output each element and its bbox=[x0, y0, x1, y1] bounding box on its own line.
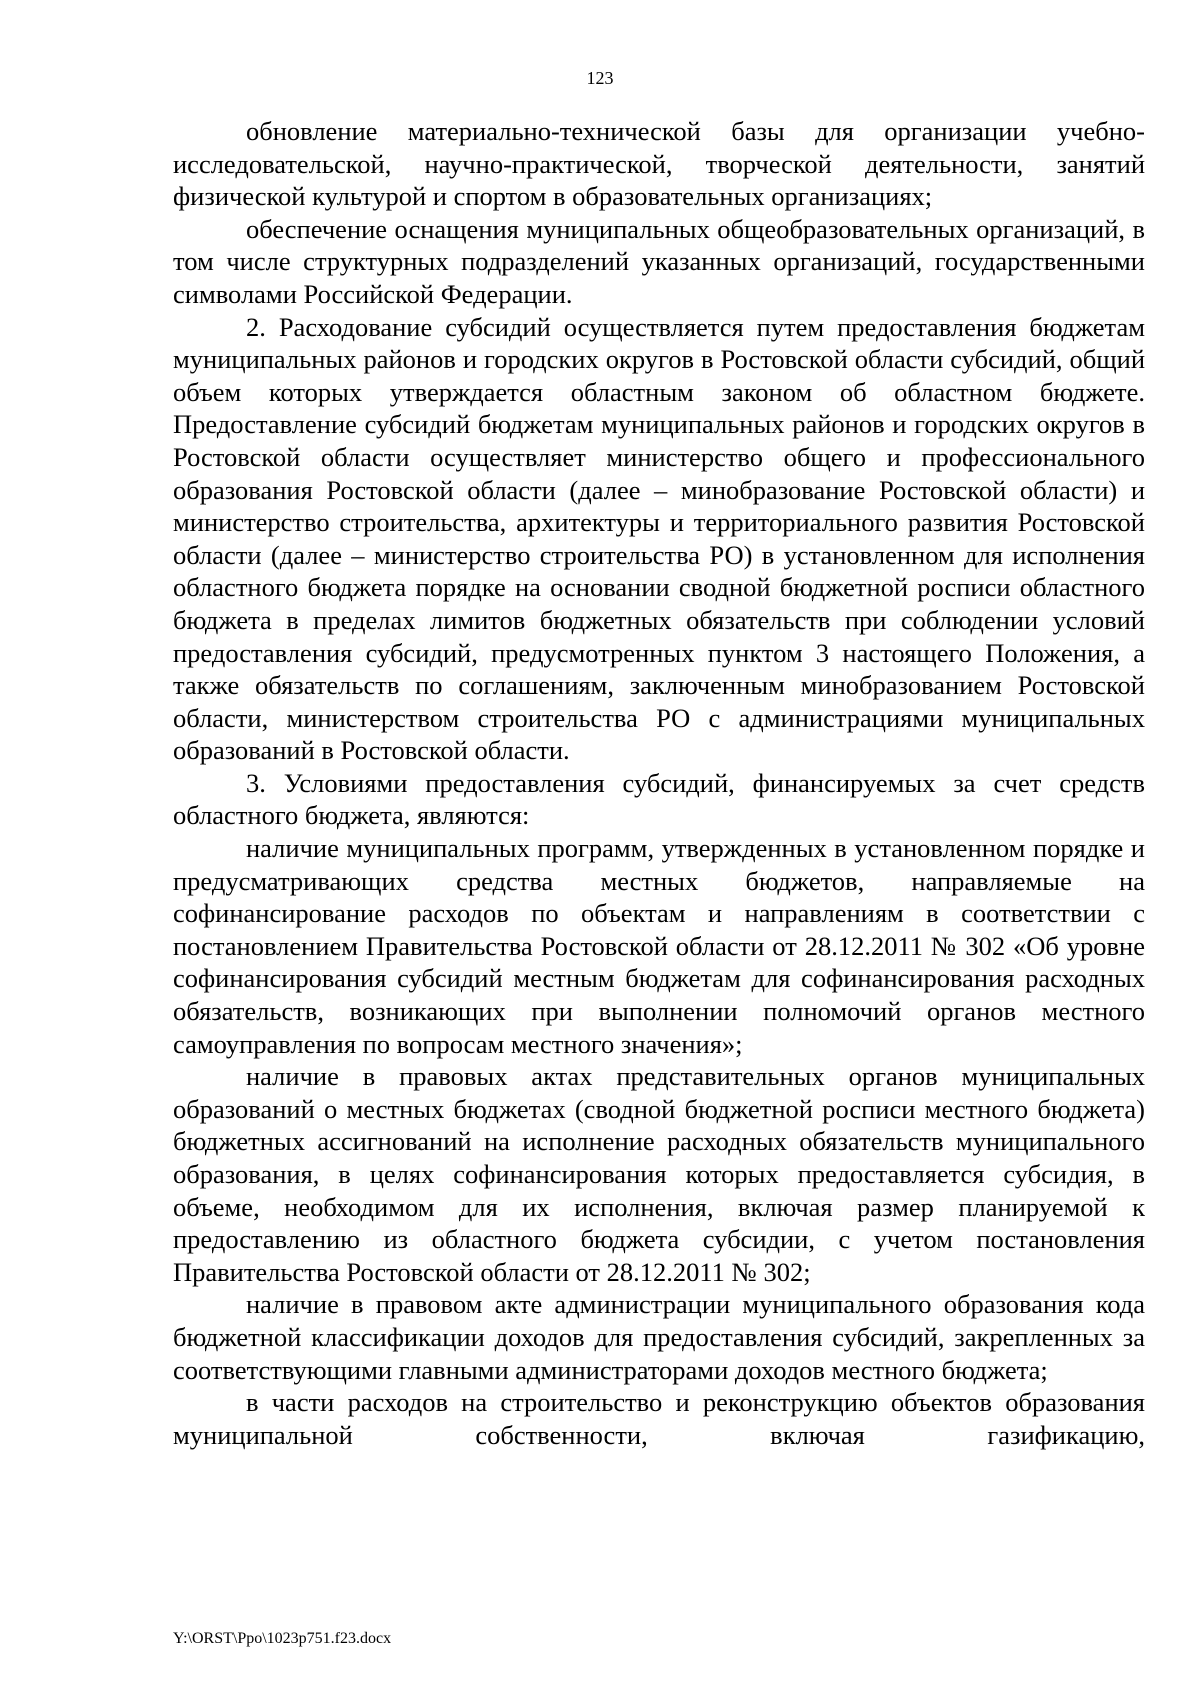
paragraph-state-symbols: обеспечение оснащения муниципальных общеобразовательных организаций, в том числе структурных подразделений указанных организаций, государственными символами Российской Федерации. bbox=[173, 213, 1145, 309]
paragraph-municipal-programs: наличие муниципальных программ, утвержденных в установленном порядке и предусматривающих средства местных бюджетов, направляемые на софинансирование расходов по объектам и направлениям в соответствии с постановлением Правительства Ростовской области от 28.12.2011 № 302 «Об уровне софинансирования субсидий местным бюджетам для софинансирования расходных обязательств, возникающих при выполнении полномочий органов местного самоуправления по вопросам местного значения»; bbox=[173, 833, 1145, 1059]
paragraph-conditions-intro: 3. Условиями предоставления субсидий, финансируемых за счет средств областного бюджета, являются: bbox=[173, 767, 1145, 831]
page-number: 123 bbox=[586, 68, 614, 88]
footer-file-path: Y:\ORST\Ppo\1023p751.f23.docx bbox=[173, 1630, 392, 1647]
document-body bbox=[173, 115, 1145, 1451]
paragraph-material-base: обновление материально-технической базы для организации учебно-исследовательской, научно-практической, творческой деятельности, занятий физической культурой и спортом в образовательных организациях; bbox=[173, 116, 1145, 212]
paragraph-subsidy-spending: 2. Расходование субсидий осуществляется путем предоставления бюджетам муниципальных районов и городских округов в Ростовской области субсидий, общий объем которых утверждается областным законом об областном бюджете. Предоставление субсидий бюджетам муниципальных районов и городских округов в Ростовской области осуществляет министерство общего и профессионального образования Ростовской области (далее – минобразование Ростовской области) и министерство строительства, архитектуры и территориального развития Ростовской области (далее – министерство строительства РО) в установленном для исполнения областного бюджета порядке на основании сводной бюджетной росписи областного бюджета в пределах лимитов бюджетных обязательств при соблюдении условий предоставления субсидий, предусмотренных пунктом 3 настоящего Положения, а также обязательств по соглашениям, заключенным минобразованием Ростовской области, министерством строительства РО с администрациями муниципальных образований в Ростовской области. bbox=[173, 311, 1145, 766]
paragraph-budget-allocations: наличие в правовых актах представительных органов муниципальных образований о местных бюджетах (сводной бюджетной росписи местного бюджета) бюджетных ассигнований на исполнение расходных обязательств муниципального образования, в целях софинансирования которых предоставляется субсидия, в объеме, необходимом для их исполнения, включая размер планируемой к предоставлению из областного бюджета субсидии, с учетом постановления Правительства Ростовской области от 28.12.2011 № 302; bbox=[173, 1061, 1145, 1287]
paragraph-classification-code: наличие в правовом акте администрации муниципального образования кода бюджетной классификации доходов для предоставления субсидий, закрепленных за соответствующими главными администраторами доходов местного бюджета; bbox=[173, 1289, 1145, 1385]
paragraph-construction-expenses: в части расходов на строительство и реконструкцию объектов образования муниципальной собственности, включая газификацию, bbox=[173, 1387, 1145, 1450]
